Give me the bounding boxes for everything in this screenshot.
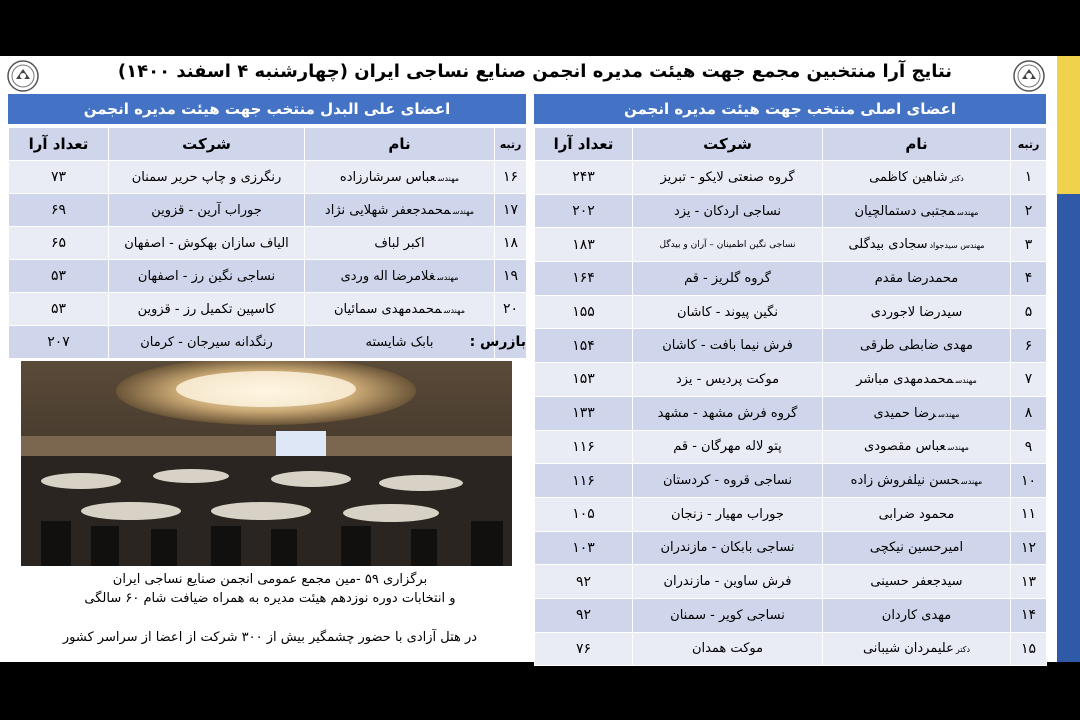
title-prefix: دکتر	[949, 173, 964, 183]
association-logo-icon	[7, 60, 39, 92]
votes-cell: ۱۶۴	[535, 262, 633, 296]
title-prefix: مهندس	[437, 272, 459, 282]
page-title: نتایج آرا منتخبین مجمع جهت هیئت مدیره انجمن صنایع نساجی ایران (چهارشنبه ۴ اسفند ۱۴۰۰)	[117, 61, 953, 82]
name-cell	[305, 161, 495, 194]
rank-cell: ۹	[1011, 430, 1047, 464]
name-cell	[823, 363, 1011, 397]
column-header-rank: رتبه	[495, 128, 527, 161]
person-name: مهدی کاردان	[881, 607, 952, 623]
person-name: مهدی ضابطی طرقی	[860, 338, 973, 354]
table-row	[535, 161, 1047, 195]
name-cell: بابک شایسته	[305, 326, 495, 359]
company-cell: نساجی بابکان - مازندران	[633, 531, 823, 565]
column-header-rank: رتبه	[1011, 128, 1047, 161]
votes-cell: ۵۳	[9, 293, 109, 326]
column-header-name: نام	[823, 128, 1011, 161]
name-cell	[823, 194, 1011, 228]
main-members-table	[534, 127, 1047, 666]
table-row	[535, 565, 1047, 599]
caption-line-1: برگزاری ۵۹ -مین مجمع عمومی انجمن صنایع نساجی ایران	[112, 572, 428, 587]
title-prefix: مهندس	[443, 305, 466, 315]
title-prefix: مهندس	[947, 443, 969, 453]
title-prefix: مهندس	[957, 207, 979, 217]
table-row	[9, 260, 527, 293]
table-row	[535, 531, 1047, 565]
title-prefix: مهندس	[961, 477, 983, 487]
table-row	[535, 295, 1047, 329]
votes-cell: ۱۰۳	[535, 531, 633, 565]
rank-cell: ۸	[1011, 396, 1047, 430]
person-name: سیدرضا لاجوردی	[870, 304, 963, 320]
table-row	[535, 430, 1047, 464]
table-row	[535, 194, 1047, 228]
table-row	[535, 497, 1047, 531]
person-name: اکبر لباف	[374, 235, 425, 251]
votes-cell: ۲۰۲	[535, 194, 633, 228]
person-name: عباس مقصودی	[864, 439, 946, 455]
person-name: مجتبی دستمالچیان	[854, 203, 956, 219]
votes-cell: ۵۳	[9, 260, 109, 293]
votes-cell: ۱۰۵	[535, 497, 633, 531]
name-cell	[823, 565, 1011, 599]
person-name: رضا حمیدی	[873, 405, 937, 421]
name-cell	[823, 161, 1011, 195]
name-cell	[823, 262, 1011, 296]
rank-cell: ۱۵	[1011, 632, 1047, 666]
table-row	[535, 632, 1047, 666]
rank-cell: ۵	[1011, 295, 1047, 329]
table-row	[9, 194, 527, 227]
name-cell	[823, 228, 1011, 262]
name-cell	[823, 598, 1011, 632]
table-row	[9, 227, 527, 260]
company-cell: موکت پردیس - یزد	[633, 363, 823, 397]
company-cell: نساجی کویر - سمنان	[633, 598, 823, 632]
column-header-company: شرکت	[633, 128, 823, 161]
person-name: علیمردان شیبانی	[862, 641, 954, 657]
person-name: حسن نیلفروش زاده	[850, 473, 960, 489]
company-cell: جوراب مهیار - زنجان	[633, 497, 823, 531]
votes-cell: ۱۵۴	[535, 329, 633, 363]
alt-table-header: اعضای علی البدل منتخب جهت هیئت مدیره انجمن	[8, 94, 526, 124]
rank-cell: ۱۰	[1011, 464, 1047, 498]
rank-cell: ۱۱	[1011, 497, 1047, 531]
association-logo-icon	[1013, 60, 1045, 92]
votes-cell: ۱۳۳	[535, 396, 633, 430]
company-cell: نساجی نگین اطمینان – آران و بیدگل	[633, 228, 823, 262]
person-name: غلامرضا اله وردی	[340, 268, 436, 284]
inspector-row	[9, 326, 527, 359]
company-cell: نساجی نگین رز - اصفهان	[109, 260, 305, 293]
rank-cell: ۱۲	[1011, 531, 1047, 565]
rank-cell: ۱۶	[495, 161, 527, 194]
table-row	[9, 161, 527, 194]
person-name: سجادی بیدگلی	[848, 237, 928, 253]
company-cell: گروه گلریز - قم	[633, 262, 823, 296]
name-cell	[823, 295, 1011, 329]
company-cell: رنگدانه سیرجان - کرمان	[109, 326, 305, 359]
votes-cell: ۲۴۳	[535, 161, 633, 195]
alternate-members-table	[8, 127, 527, 359]
votes-cell: ۹۲	[535, 565, 633, 599]
table-row	[535, 329, 1047, 363]
company-cell: پتو لاله مهرگان - قم	[633, 430, 823, 464]
rank-cell: ۲	[1011, 194, 1047, 228]
votes-cell: ۱۵۵	[535, 295, 633, 329]
name-cell	[823, 430, 1011, 464]
table-row	[535, 396, 1047, 430]
votes-cell: ۱۸۳	[535, 228, 633, 262]
person-name: امیرحسین نیکچی	[869, 540, 964, 556]
votes-cell: ۱۱۶	[535, 430, 633, 464]
person-name: محمدمهدی مباشر	[856, 371, 954, 387]
rank-cell: ۶	[1011, 329, 1047, 363]
title-prefix: دکتر	[955, 645, 971, 655]
company-cell: جوراب آرین - قزوین	[109, 194, 305, 227]
title-prefix: مهندس	[955, 375, 977, 385]
inspector-label: بازرس :	[495, 326, 527, 359]
rank-cell: ۱۷	[495, 194, 527, 227]
rank-cell: ۳	[1011, 228, 1047, 262]
name-cell	[823, 464, 1011, 498]
column-header-votes: تعداد آرا	[535, 128, 633, 161]
rank-cell: ۱۳	[1011, 565, 1047, 599]
person-name: شاهین کاظمی	[869, 169, 948, 185]
name-cell	[305, 227, 495, 260]
right-accent-bar	[1053, 56, 1080, 662]
table-row	[535, 262, 1047, 296]
conference-hall-photo	[21, 361, 512, 566]
company-cell: نساجی اردکان - یزد	[633, 194, 823, 228]
company-cell: الیاف سازان بهکوش - اصفهان	[109, 227, 305, 260]
table-row	[535, 363, 1047, 397]
rank-cell: ۱۸	[495, 227, 527, 260]
rank-cell: ۴	[1011, 262, 1047, 296]
rank-cell: ۱	[1011, 161, 1047, 195]
rank-cell: ۷	[1011, 363, 1047, 397]
table-row	[9, 293, 527, 326]
name-cell	[823, 531, 1011, 565]
table-row	[535, 228, 1047, 262]
column-header-company: شرکت	[109, 128, 305, 161]
title-prefix: مهندس	[938, 409, 960, 419]
title-prefix: مهندس	[452, 206, 475, 216]
name-cell	[823, 497, 1011, 531]
column-header-votes: تعداد آرا	[9, 128, 109, 161]
company-cell: موکت همدان	[633, 632, 823, 666]
company-cell: گروه صنعتی لایکو - تبریز	[633, 161, 823, 195]
table-row	[535, 598, 1047, 632]
name-cell	[823, 396, 1011, 430]
votes-cell: ۲۰۷	[9, 326, 109, 359]
votes-cell: ۱۵۳	[535, 363, 633, 397]
company-cell: فرش نیما بافت - کاشان	[633, 329, 823, 363]
votes-cell: ۷۳	[9, 161, 109, 194]
caption-line-3: در هتل آزادی با حضور چشمگیر بیش از ۳۰۰ شرکت از اعضا از سراسر کشور	[62, 630, 478, 645]
name-cell	[305, 260, 495, 293]
company-cell: رنگرزی و چاپ حریر سمنان	[109, 161, 305, 194]
company-cell: گروه فرش مشهد - مشهد	[633, 396, 823, 430]
company-cell: نگین پیوند - کاشان	[633, 295, 823, 329]
rank-cell: ۱۹	[495, 260, 527, 293]
votes-cell: ۶۵	[9, 227, 109, 260]
column-header-name: نام	[305, 128, 495, 161]
table-row	[535, 464, 1047, 498]
person-name: عباس سرشارزاده	[339, 169, 436, 185]
company-cell: کاسپین تکمیل رز - قزوین	[109, 293, 305, 326]
title-prefix: مهندس سیدجواد	[929, 241, 985, 251]
name-cell	[823, 329, 1011, 363]
person-name: سیدجعفر حسینی	[870, 574, 963, 590]
title-prefix: مهندس	[437, 173, 460, 183]
votes-cell: ۷۶	[535, 632, 633, 666]
votes-cell: ۹۲	[535, 598, 633, 632]
name-cell	[823, 632, 1011, 666]
person-name: محمدجعفر شهلایی نژاد	[324, 202, 451, 218]
person-name: محمود ضرابی	[878, 506, 955, 522]
company-cell: نساجی قروه - کردستان	[633, 464, 823, 498]
name-cell	[305, 194, 495, 227]
votes-cell: ۱۱۶	[535, 464, 633, 498]
company-cell: فرش ساوین - مازندران	[633, 565, 823, 599]
rank-cell: ۲۰	[495, 293, 527, 326]
name-cell	[305, 293, 495, 326]
votes-cell: ۶۹	[9, 194, 109, 227]
caption-line-2: و انتخابات دوره نوزدهم هیئت مدیره به همراه ضیافت شام ۶۰ سالگی	[84, 591, 456, 606]
rank-cell: ۱۴	[1011, 598, 1047, 632]
person-name: محمدرضا مقدم	[874, 270, 959, 286]
person-name: محمدمهدی سمائیان	[333, 301, 442, 317]
main-table-header: اعضای اصلی منتخب جهت هیئت مدیره انجمن	[534, 94, 1046, 124]
